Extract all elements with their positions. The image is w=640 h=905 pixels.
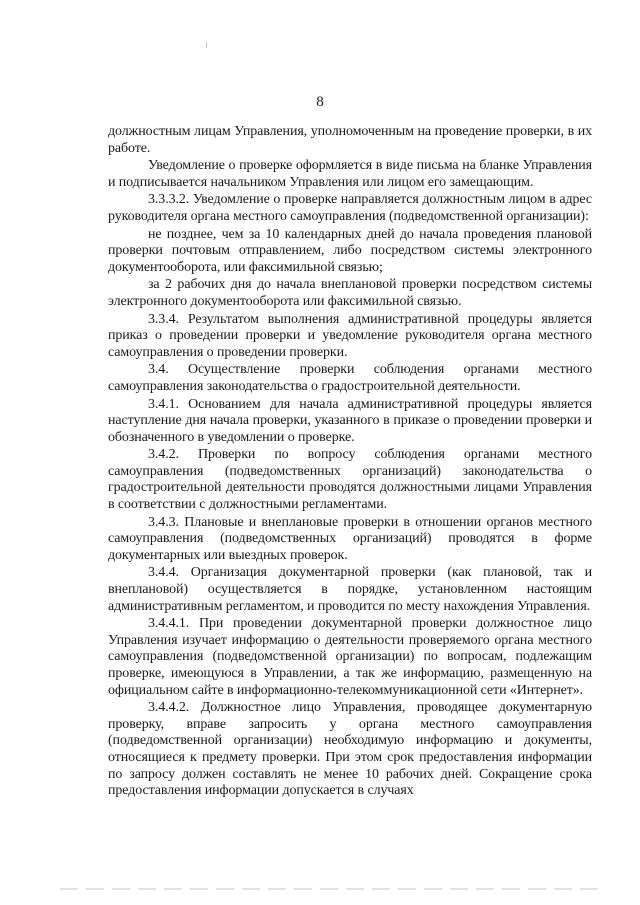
paragraph: 3.4.3. Плановые и внеплановые проверки в отношении органов местного самоуправления (подведомственных организаций) проводятся в форме документарных или выездных проверок.	[108, 514, 592, 563]
paragraph: Уведомление о проверке оформляется в виде письма на бланке Управления и подписывается начальником Управления или лицом его замещающим.	[108, 158, 592, 190]
paragraph: 3.3.4. Результатом выполнения административной процедуры является приказ о проведении проверки и уведомление руководителя органа местного самоуправления о проведении проверки.	[108, 311, 592, 360]
paragraph: должностным лицам Управления, уполномоченным на проведение проверки, в их работе.	[108, 124, 592, 156]
paragraph: 3.4.1. Основанием для начала административной процедуры является наступление дня начала проверки, указанного в приказе о проведении проверки и обозначенного в уведомлении о проверке.	[108, 396, 592, 445]
paragraph: 3.4. Осуществление проверки соблюдения органами местного самоуправления законодательства о градостроительной деятельности.	[108, 362, 592, 394]
paragraph: 3.3.3.2. Уведомление о проверке направляется должностным лицом в адрес руководителя органа местного самоуправления (подведомственной организации):	[108, 192, 592, 224]
paragraph: 3.4.4.2. Должностное лицо Управления, проводящее документарную проверку, вправе запросить у органа местного самоуправления (подведомственной организации) необходимую информацию и документы, относящиеся к предмету проверки. При этом срок предоставления информации по запросу должен составлять не менее 10 рабочих дней. Сокращение срока предоставления информации допускается в случаях	[108, 700, 592, 799]
page-number: 8	[316, 94, 324, 110]
paragraph: за 2 рабочих дня до начала внеплановой проверки посредством системы электронного документооборота или факсимильной связью.	[108, 277, 592, 309]
scan-artifact	[206, 42, 207, 48]
paragraph: 3.4.4.1. При проведении документарной проверки должностное лицо Управления изучает информацию о деятельности проверяемого органа местного самоуправления (подведомственной организации) по вопросам, подлежащим проверке, имеющуюся в Управлении, а так же информацию, размещенную на официальном сайте в информационно-телекоммуникационной сети «Интернет».	[108, 616, 592, 698]
paragraph: не позднее, чем за 10 календарных дней до начала проведения плановой проверки почтовым отправлением, либо посредством системы электронного документооборота, или факсимильной связью;	[108, 226, 592, 275]
scan-artifact	[60, 888, 600, 890]
paragraph: 3.4.4. Организация документарной проверки (как плановой, так и внеплановой) осуществляется в порядке, установленном настоящим административным регламентом, и проводится по месту нахождения Управления.	[108, 565, 592, 614]
paragraph: 3.4.2. Проверки по вопросу соблюдения органами местного самоуправления (подведомственных организаций) законодательства о градостроительной деятельности проводятся должностными лицами Управления в соответствии с должностными регламентами.	[108, 447, 592, 513]
document-body	[108, 124, 592, 801]
